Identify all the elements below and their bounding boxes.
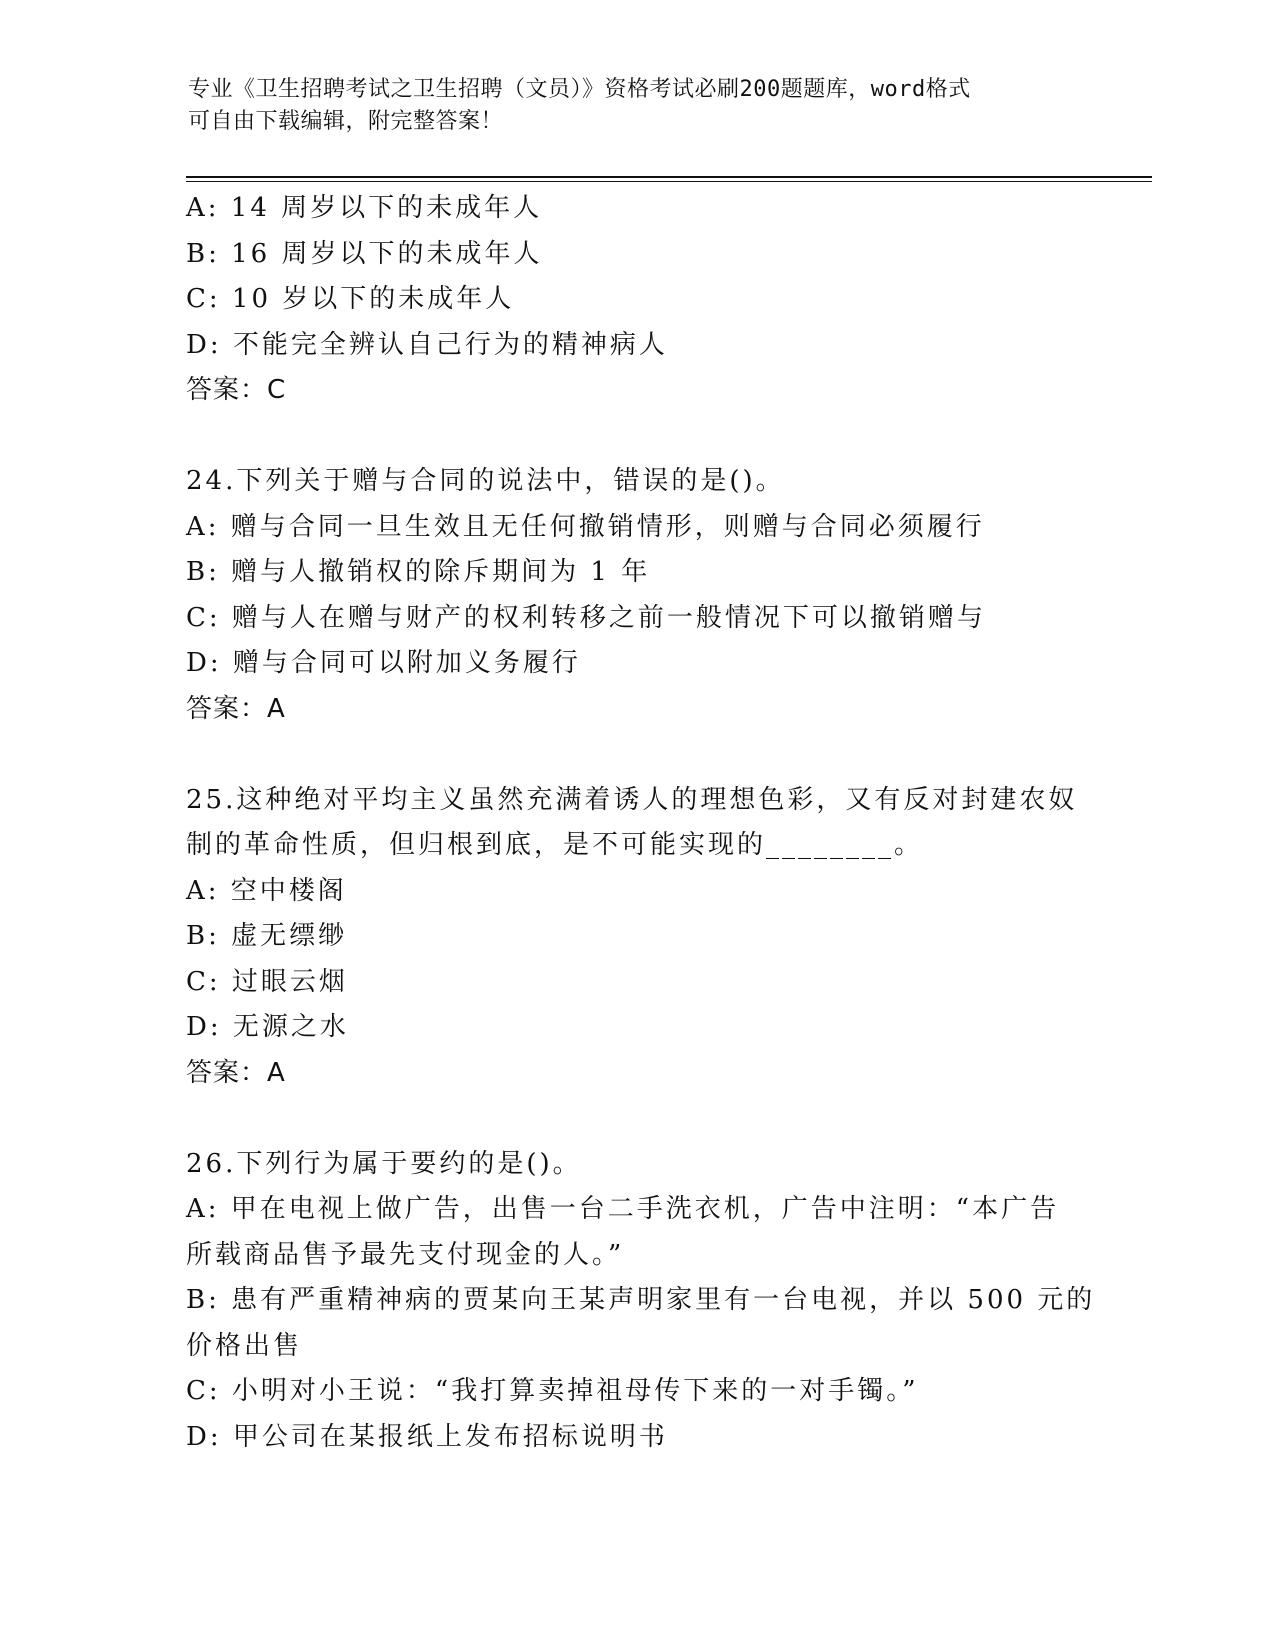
option-b-line-2: 价格出售 [186,1330,303,1361]
header-rule-thin [186,181,1152,182]
question-text: 24.下列关于赠与合同的说法中，错误的是()。 [186,466,785,496]
option-b-line-1: B: 患有严重精神病的贾某向王某声明家里有一台电视，并以 500 元的 [186,1285,1096,1315]
option-c: C: 赠与人在赠与财产的权利转移之前一般情况下可以撤销赠与 [186,602,986,633]
option-d: D: 赠与合同可以附加义务履行 [186,648,581,678]
option-b: B: 虚无缥缈 [186,921,348,951]
question-text-line-2: 制的革命性质，但归根到底，是不可能实现的________。 [186,830,924,860]
option-d: D: 甲公司在某报纸上发布招标说明书 [186,1421,668,1452]
option-b: B: 赠与人撤销权的除斥期间为 1 年 [186,557,651,587]
question-25 [186,778,1086,1097]
spacer [186,414,1086,460]
document-header [188,74,1068,138]
question-text: 26.下列行为属于要约的是()。 [186,1148,582,1179]
answer-line: 答案：A [186,693,286,724]
spacer [186,1096,1086,1142]
option-c: C: 小明对小王说：“我打算卖掉祖母传下来的一对手镯。” [186,1376,919,1406]
option-a: A: 14 周岁以下的未成年人 [186,193,543,223]
option-d: D: 不能完全辨认自己行为的精神病人 [186,329,668,360]
question-24 [186,459,1086,732]
option-a-line-1: A: 甲在电视上做广告，出售一台二手洗衣机，广告中注明：“本广告 [186,1194,1060,1224]
question-26 [186,1142,1096,1461]
question-23 [186,186,1086,414]
header-rule-thick [186,176,1152,178]
option-c: C: 过眼云烟 [186,966,348,997]
option-a-line-2: 所载商品售予最先支付现金的人。” [186,1239,625,1270]
option-b: B: 16 周岁以下的未成年人 [186,238,543,269]
spacer [186,732,1086,778]
option-a: A: 空中楼阁 [186,875,347,906]
option-c: C: 10 岁以下的未成年人 [186,284,515,314]
option-d: D: 无源之水 [186,1012,349,1042]
answer-line: 答案：C [186,375,287,405]
question-list [186,186,1096,1460]
option-a: A: 赠与合同一旦生效且无任何撤销情形，则赠与合同必须履行 [186,511,985,542]
answer-line: 答案：A [186,1057,286,1088]
header-title-line-2: 可自由下载编辑，附完整答案！ [188,109,504,134]
question-text-line-1: 25.这种绝对平均主义虽然充满着诱人的理想色彩，又有反对封建农奴 [186,784,1078,815]
header-title-line-1: 专业《卫生招聘考试之卫生招聘（文员）》资格考试必刷200题题库，word格式 [188,77,971,102]
